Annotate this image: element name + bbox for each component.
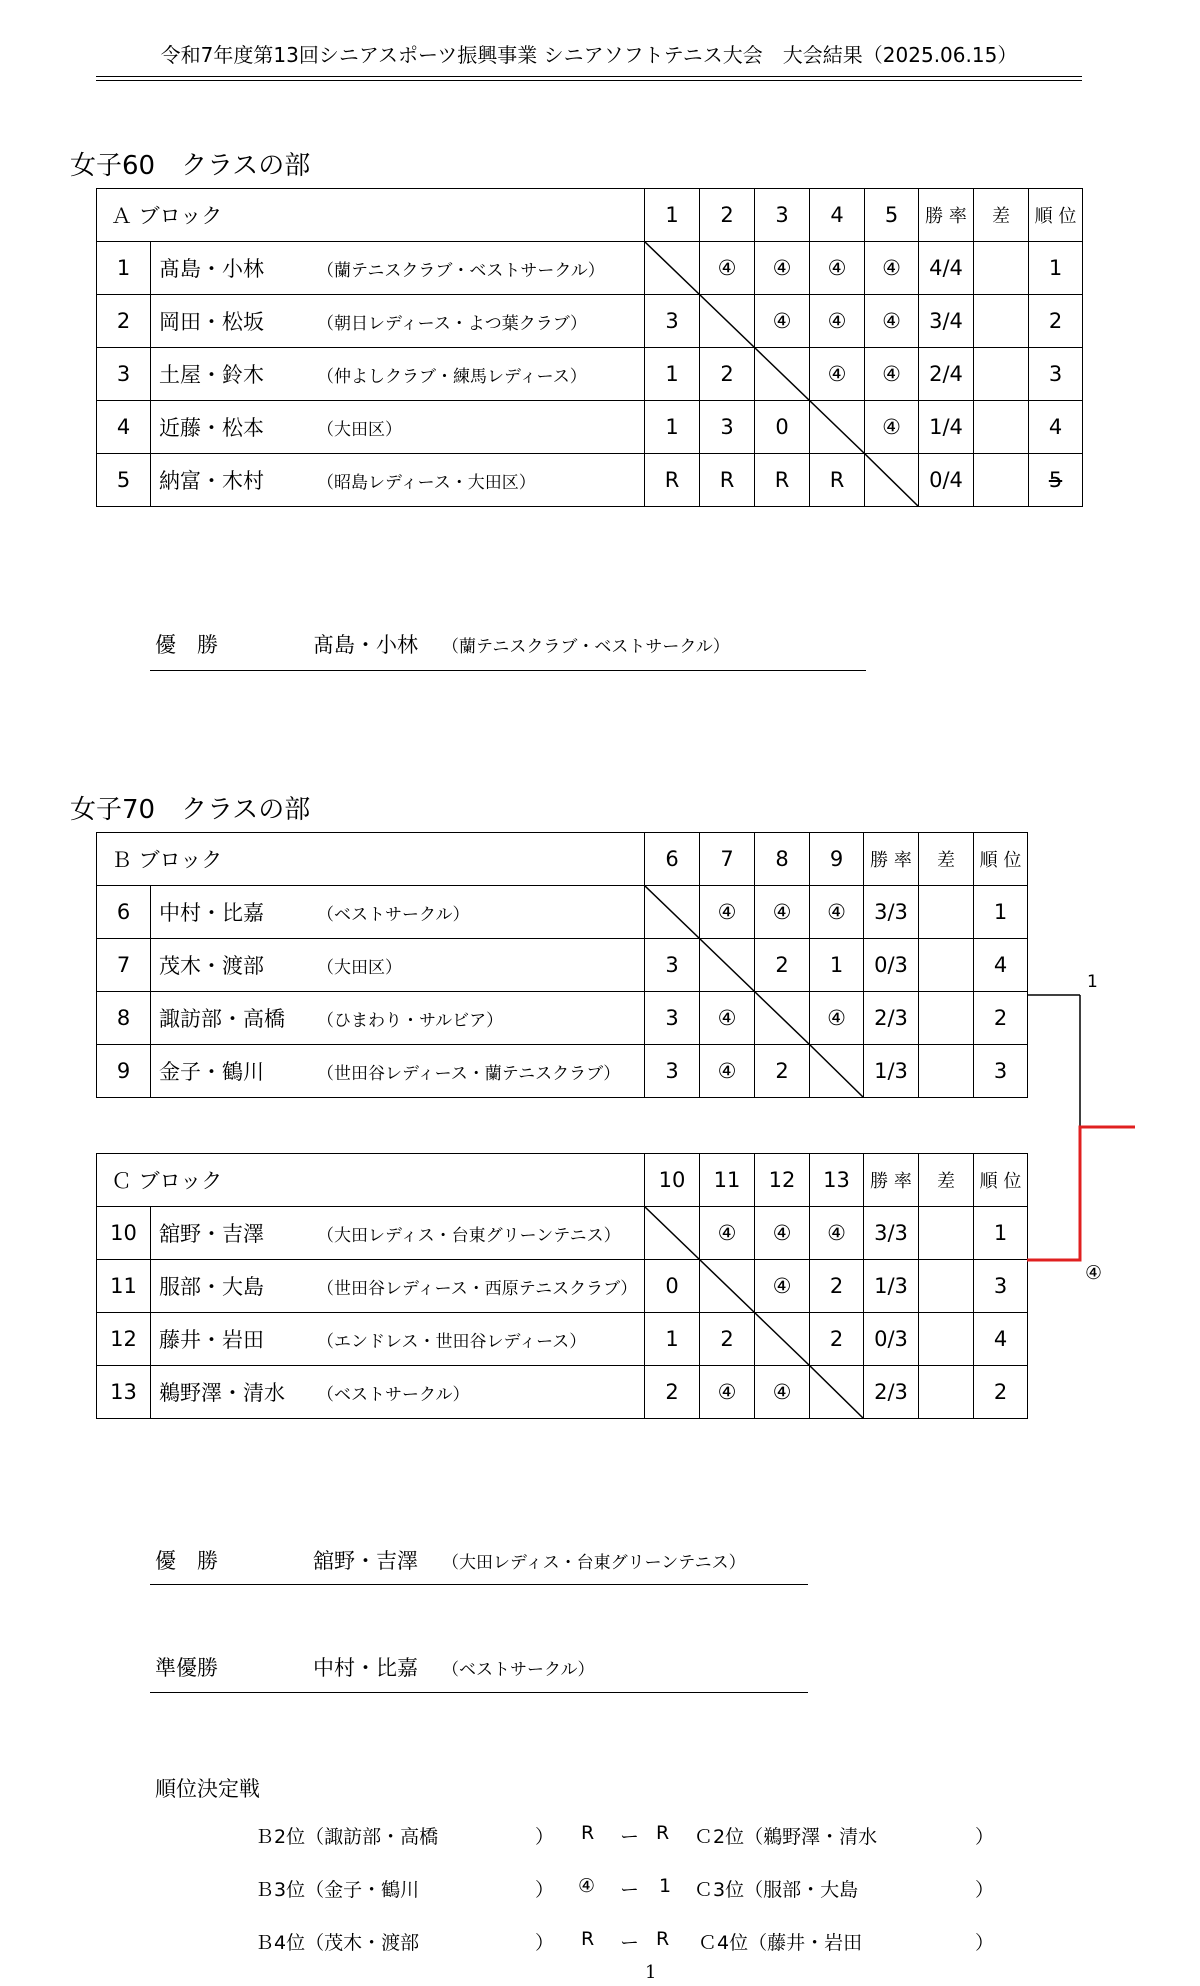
block-b-label: Ｂ ブロック bbox=[97, 833, 645, 886]
score-cell: 2 bbox=[810, 1313, 864, 1366]
player-name: 土屋・鈴木 bbox=[159, 363, 264, 387]
winner-underline bbox=[150, 1584, 808, 1585]
score-cell: ④ bbox=[755, 1207, 810, 1260]
score-cell-self bbox=[700, 939, 755, 992]
diff bbox=[919, 1366, 974, 1419]
player-no: 2 bbox=[97, 295, 151, 348]
score-cell: ④ bbox=[700, 992, 755, 1045]
rank: 1 bbox=[974, 1207, 1028, 1260]
score-cell-self bbox=[810, 401, 865, 454]
page-number: 1 bbox=[645, 1962, 657, 1983]
diff bbox=[919, 1313, 974, 1366]
col-header: 12 bbox=[755, 1154, 810, 1207]
win-rate: 0/3 bbox=[864, 1313, 919, 1366]
rank-struck: 5 bbox=[1029, 454, 1083, 507]
rank: 2 bbox=[974, 992, 1028, 1045]
diff bbox=[974, 454, 1029, 507]
score-cell: 0 bbox=[645, 1260, 700, 1313]
player-cell bbox=[151, 1366, 645, 1419]
placement-left-close: ） bbox=[535, 1879, 555, 1901]
diff bbox=[974, 295, 1029, 348]
player-club: （ベストサークル） bbox=[317, 1385, 470, 1405]
rank-header: 順 位 bbox=[1029, 189, 1083, 242]
col-header: 13 bbox=[810, 1154, 864, 1207]
table-row bbox=[97, 454, 1083, 507]
player-club: （大田レディス・台東グリーンテニス） bbox=[317, 1226, 621, 1246]
score-cell-self bbox=[810, 1045, 864, 1098]
header-rule-bottom bbox=[96, 80, 1082, 81]
player-name: 茂木・渡部 bbox=[159, 954, 264, 978]
runner-up-underline bbox=[150, 1692, 808, 1693]
player-name: 諏訪部・高橋 bbox=[159, 1007, 285, 1031]
placement-left-close: ） bbox=[535, 1826, 555, 1848]
col-header: 6 bbox=[645, 833, 700, 886]
player-cell bbox=[151, 1045, 645, 1098]
score-cell: R bbox=[700, 454, 755, 507]
player-no: 8 bbox=[97, 992, 151, 1045]
rank: 3 bbox=[974, 1045, 1028, 1098]
score-cell: R bbox=[645, 454, 700, 507]
win-rate: 0/3 bbox=[864, 939, 919, 992]
score-cell: ④ bbox=[700, 1045, 755, 1098]
score-cell: 2 bbox=[700, 348, 755, 401]
page-title: 令和7年度第13回シニアスポーツ振興事業 シニアソフトテニス大会 大会結果（2025.06.15） bbox=[160, 43, 1018, 67]
runner-up-name: 中村・比嘉 bbox=[313, 1656, 418, 1680]
placement-right-score: 1 bbox=[659, 1875, 672, 1897]
col-header: 3 bbox=[755, 189, 810, 242]
rank: 4 bbox=[974, 1313, 1028, 1366]
player-no: 12 bbox=[97, 1313, 151, 1366]
player-cell bbox=[151, 1260, 645, 1313]
rank: 3 bbox=[974, 1260, 1028, 1313]
win-rate: 3/3 bbox=[864, 1207, 919, 1260]
score-cell: ④ bbox=[700, 1207, 755, 1260]
table-row bbox=[97, 1260, 1028, 1313]
score-cell-self bbox=[755, 1313, 810, 1366]
placement-title: 順位決定戦 bbox=[155, 1777, 260, 1801]
score-cell: ④ bbox=[810, 242, 865, 295]
player-no: 10 bbox=[97, 1207, 151, 1260]
score-cell: ④ bbox=[865, 295, 919, 348]
placement-left-team: Ｂ4位（茂木・渡部 bbox=[255, 1932, 420, 1954]
score-cell: ④ bbox=[755, 242, 810, 295]
score-cell: ④ bbox=[700, 242, 755, 295]
player-cell bbox=[151, 886, 645, 939]
table-row bbox=[97, 1045, 1028, 1098]
bracket-top-score: 1 bbox=[1087, 972, 1098, 992]
col-header: 1 bbox=[645, 189, 700, 242]
diff bbox=[919, 1260, 974, 1313]
table-row bbox=[97, 242, 1083, 295]
rank: 4 bbox=[1029, 401, 1083, 454]
winner-row-a bbox=[155, 629, 730, 659]
score-cell-self bbox=[700, 1260, 755, 1313]
score-cell: ④ bbox=[755, 1260, 810, 1313]
player-name: 近藤・松本 bbox=[159, 416, 264, 440]
player-name: 納富・木村 bbox=[159, 469, 264, 493]
diff-header: 差 bbox=[919, 1154, 974, 1207]
diff-header: 差 bbox=[974, 189, 1029, 242]
rank-header: 順 位 bbox=[974, 833, 1028, 886]
win-rate: 1/3 bbox=[864, 1045, 919, 1098]
player-no: 4 bbox=[97, 401, 151, 454]
placement-match bbox=[0, 1822, 995, 1848]
placement-right-score: R bbox=[656, 1822, 670, 1844]
block-a-label: Ａ ブロック bbox=[97, 189, 645, 242]
col-header: 4 bbox=[810, 189, 865, 242]
placement-left-team: Ｂ3位（金子・鶴川 bbox=[255, 1879, 420, 1901]
player-name: 髙島・小林 bbox=[159, 257, 264, 281]
table-row bbox=[97, 348, 1083, 401]
player-club: （大田区） bbox=[317, 420, 402, 440]
placement-right-team: Ｃ3位（服部・大島 bbox=[694, 1879, 859, 1901]
winner-underline bbox=[150, 670, 866, 671]
player-club: （仲よしクラブ・練馬レディース） bbox=[317, 367, 587, 387]
score-cell: R bbox=[810, 454, 865, 507]
player-name: 服部・大島 bbox=[159, 1275, 264, 1299]
win-rate: 0/4 bbox=[919, 454, 974, 507]
score-cell-self bbox=[755, 992, 810, 1045]
score-cell: 1 bbox=[645, 1313, 700, 1366]
player-club: （ひまわり・サルビア） bbox=[317, 1011, 504, 1031]
player-cell bbox=[151, 1313, 645, 1366]
score-cell: 2 bbox=[755, 1045, 810, 1098]
diff bbox=[919, 939, 974, 992]
rank: 1 bbox=[974, 886, 1028, 939]
score-cell: ④ bbox=[700, 1366, 755, 1419]
score-cell: ④ bbox=[810, 1207, 864, 1260]
player-club: （世田谷レディース・西原テニスクラブ） bbox=[317, 1279, 638, 1299]
win-rate: 2/3 bbox=[864, 992, 919, 1045]
player-name: 鵜野澤・清水 bbox=[159, 1381, 285, 1405]
score-cell: 1 bbox=[810, 939, 864, 992]
rank: 2 bbox=[1029, 295, 1083, 348]
player-name: 舘野・吉澤 bbox=[159, 1222, 264, 1246]
score-cell-self bbox=[755, 348, 810, 401]
score-cell: ④ bbox=[700, 886, 755, 939]
player-no: 3 bbox=[97, 348, 151, 401]
placement-left-score: R bbox=[581, 1928, 595, 1950]
win-rate: 1/3 bbox=[864, 1260, 919, 1313]
player-club: （朝日レディース・よつ葉クラブ） bbox=[317, 314, 587, 334]
placement-left-team: Ｂ2位（諏訪部・高橋 bbox=[255, 1826, 439, 1848]
winner-club: （蘭テニスクラブ・ベストサークル） bbox=[442, 637, 730, 657]
block-c-table bbox=[96, 1153, 1028, 1419]
rank: 3 bbox=[1029, 348, 1083, 401]
col-header: 8 bbox=[755, 833, 810, 886]
win-rate: 4/4 bbox=[919, 242, 974, 295]
score-cell: 0 bbox=[755, 401, 810, 454]
player-cell bbox=[151, 348, 645, 401]
score-cell: ④ bbox=[810, 295, 865, 348]
player-club: （世田谷レディース・蘭テニスクラブ） bbox=[317, 1064, 621, 1084]
placement-left-score: R bbox=[581, 1822, 595, 1844]
score-cell-self bbox=[700, 295, 755, 348]
header-rule-top bbox=[96, 76, 1082, 77]
block-c-header-row bbox=[97, 1154, 1028, 1207]
bracket-winner-path bbox=[1027, 1127, 1135, 1260]
win-rate: 2/4 bbox=[919, 348, 974, 401]
table-row bbox=[97, 992, 1028, 1045]
diff bbox=[919, 1045, 974, 1098]
winner-club: （大田レディス・台東グリーンテニス） bbox=[442, 1553, 746, 1573]
runner-up-label: 準優勝 bbox=[155, 1656, 218, 1680]
player-club: （エンドレス・世田谷レディース） bbox=[317, 1332, 587, 1352]
rank-header: 順 位 bbox=[974, 1154, 1028, 1207]
diff bbox=[974, 401, 1029, 454]
winner-name: 髙島・小林 bbox=[313, 633, 418, 657]
player-no: 5 bbox=[97, 454, 151, 507]
player-club: （昭島レディース・大田区） bbox=[317, 473, 536, 493]
score-cell-self bbox=[645, 242, 700, 295]
table-row bbox=[97, 939, 1028, 992]
player-no: 11 bbox=[97, 1260, 151, 1313]
col-header: 2 bbox=[700, 189, 755, 242]
placement-right-team: Ｃ4位（藤井・岩田 bbox=[698, 1932, 863, 1954]
score-cell: 3 bbox=[645, 939, 700, 992]
player-no: 13 bbox=[97, 1366, 151, 1419]
section-title-women60: 女子60 クラスの部 bbox=[70, 151, 311, 181]
win-rate: 3/3 bbox=[864, 886, 919, 939]
score-cell: 1 bbox=[645, 401, 700, 454]
player-no: 7 bbox=[97, 939, 151, 992]
block-b-header-row bbox=[97, 833, 1028, 886]
placement-left-score: ④ bbox=[578, 1875, 596, 1897]
rank: 2 bbox=[974, 1366, 1028, 1419]
score-cell: ④ bbox=[810, 992, 864, 1045]
win-rate-header: 勝 率 bbox=[919, 189, 974, 242]
winner-label: 優 勝 bbox=[155, 633, 218, 657]
block-c-label: Ｃ ブロック bbox=[97, 1154, 645, 1207]
placement-dash: ー bbox=[620, 1932, 640, 1954]
score-cell: 3 bbox=[645, 295, 700, 348]
table-row bbox=[97, 401, 1083, 454]
score-cell: ④ bbox=[865, 348, 919, 401]
diff bbox=[919, 992, 974, 1045]
score-cell: ④ bbox=[865, 242, 919, 295]
score-cell: 2 bbox=[645, 1366, 700, 1419]
score-cell: ④ bbox=[865, 401, 919, 454]
rank: 4 bbox=[974, 939, 1028, 992]
player-no: 1 bbox=[97, 242, 151, 295]
player-cell bbox=[151, 992, 645, 1045]
score-cell: ④ bbox=[755, 295, 810, 348]
col-header: 10 bbox=[645, 1154, 700, 1207]
player-cell bbox=[151, 939, 645, 992]
diff bbox=[919, 886, 974, 939]
score-cell: 1 bbox=[645, 348, 700, 401]
block-a-table bbox=[96, 188, 1083, 507]
rank: 1 bbox=[1029, 242, 1083, 295]
table-row bbox=[97, 1207, 1028, 1260]
block-a-header-row bbox=[97, 189, 1083, 242]
col-header: 11 bbox=[700, 1154, 755, 1207]
placement-right-close: ） bbox=[975, 1932, 995, 1954]
score-cell: ④ bbox=[810, 348, 865, 401]
col-header: 5 bbox=[865, 189, 919, 242]
score-cell: 2 bbox=[700, 1313, 755, 1366]
winner-name: 舘野・吉澤 bbox=[313, 1549, 418, 1573]
placement-right-score: R bbox=[656, 1928, 670, 1950]
score-cell: 2 bbox=[755, 939, 810, 992]
col-header: 7 bbox=[700, 833, 755, 886]
placement-dash: ー bbox=[620, 1826, 640, 1848]
player-cell bbox=[151, 1207, 645, 1260]
table-row bbox=[97, 886, 1028, 939]
col-header: 9 bbox=[810, 833, 864, 886]
player-cell bbox=[151, 454, 645, 507]
player-no: 9 bbox=[97, 1045, 151, 1098]
diff-header: 差 bbox=[919, 833, 974, 886]
win-rate-header: 勝 率 bbox=[864, 833, 919, 886]
win-rate: 2/3 bbox=[864, 1366, 919, 1419]
score-cell-self bbox=[810, 1366, 864, 1419]
score-cell: ④ bbox=[810, 886, 864, 939]
diff bbox=[974, 242, 1029, 295]
section-title-women70: 女子70 クラスの部 bbox=[70, 795, 311, 825]
block-b-table bbox=[96, 832, 1028, 1098]
score-cell: ④ bbox=[755, 886, 810, 939]
diff bbox=[919, 1207, 974, 1260]
player-club: （蘭テニスクラブ・ベストサークル） bbox=[317, 261, 605, 281]
player-name: 中村・比嘉 bbox=[159, 901, 264, 925]
winner-row-b bbox=[155, 1545, 746, 1575]
final-bracket bbox=[1020, 990, 1170, 1270]
placement-left-close: ） bbox=[535, 1932, 555, 1954]
player-name: 藤井・岩田 bbox=[159, 1328, 264, 1352]
player-cell bbox=[151, 242, 645, 295]
player-club: （ベストサークル） bbox=[317, 905, 470, 925]
placement-right-team: Ｃ2位（鵜野澤・清水 bbox=[694, 1826, 878, 1848]
placement-match bbox=[0, 1928, 995, 1954]
placement-right-close: ） bbox=[975, 1879, 995, 1901]
placement-match bbox=[0, 1875, 995, 1901]
score-cell-self bbox=[865, 454, 919, 507]
placement-dash: ー bbox=[620, 1879, 640, 1901]
score-cell-self bbox=[645, 1207, 700, 1260]
winner-label: 優 勝 bbox=[155, 1549, 218, 1573]
score-cell: 3 bbox=[645, 992, 700, 1045]
runner-up-club: （ベストサークル） bbox=[442, 1660, 595, 1680]
player-cell bbox=[151, 401, 645, 454]
player-cell bbox=[151, 295, 645, 348]
score-cell: 2 bbox=[810, 1260, 864, 1313]
score-cell-self bbox=[645, 886, 700, 939]
table-row bbox=[97, 1313, 1028, 1366]
player-name: 金子・鶴川 bbox=[159, 1060, 264, 1084]
score-cell: 3 bbox=[700, 401, 755, 454]
runner-up-row bbox=[155, 1652, 595, 1682]
player-no: 6 bbox=[97, 886, 151, 939]
table-row bbox=[97, 295, 1083, 348]
bracket-bottom-score: ④ bbox=[1085, 1262, 1103, 1284]
placement-right-close: ） bbox=[975, 1826, 995, 1848]
score-cell: 3 bbox=[645, 1045, 700, 1098]
player-name: 岡田・松坂 bbox=[159, 310, 264, 334]
table-row bbox=[97, 1366, 1028, 1419]
win-rate: 3/4 bbox=[919, 295, 974, 348]
player-club: （大田区） bbox=[317, 958, 402, 978]
win-rate: 1/4 bbox=[919, 401, 974, 454]
win-rate-header: 勝 率 bbox=[864, 1154, 919, 1207]
diff bbox=[974, 348, 1029, 401]
score-cell: ④ bbox=[755, 1366, 810, 1419]
score-cell: R bbox=[755, 454, 810, 507]
